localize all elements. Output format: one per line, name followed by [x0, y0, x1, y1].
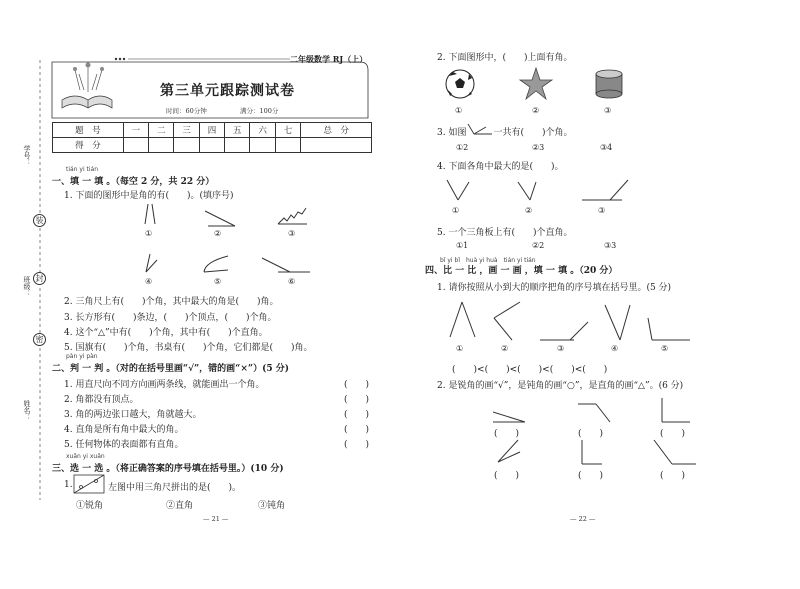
section-1-title: 一、填 一 填 。（每空 2 分，共 22 分）: [52, 177, 215, 187]
q1-figure-5: [204, 256, 228, 272]
table-cell: 总 分: [301, 123, 372, 138]
c5-option-1[interactable]: ①1: [456, 241, 469, 250]
q42-answer-5[interactable]: ( ): [578, 471, 604, 481]
page-number-right: — 22 —: [570, 515, 596, 523]
q42-answer-2[interactable]: ( ): [578, 429, 604, 439]
star-figure: [520, 68, 552, 99]
q41-mark-5: ⑤: [661, 344, 669, 353]
q2-text: 2. 三角尺上有( )个角，其中最大的角是( )角。: [64, 297, 279, 307]
score-table: [52, 122, 372, 153]
judge-2: 2. 角都没有顶点。: [64, 395, 139, 405]
table-cell: 四: [199, 123, 224, 138]
q41-figure-4: [605, 305, 630, 340]
judge-answer-3[interactable]: ( ): [344, 410, 370, 420]
q42-figure-5: [582, 440, 602, 464]
seal-stamp-1: 装: [33, 214, 46, 227]
student-id-label: 学号：: [23, 145, 31, 166]
table-cell: 七: [275, 123, 300, 138]
soccer-ball-figure: [446, 70, 474, 98]
class-label: 班级：: [23, 276, 31, 297]
judge-1: 1. 用直尺向不同方向画两条线，就能画出一个角。: [64, 380, 265, 390]
c3-option-2[interactable]: ②3: [532, 143, 545, 152]
q42-answer-3[interactable]: ( ): [660, 429, 686, 439]
seal-stamp-3: 密: [33, 333, 46, 346]
q1-text: 1. 下面的图形中是角的有( )。(填序号): [64, 191, 234, 201]
c1-text: 左图中用三角尺拼出的是( )。: [108, 483, 242, 493]
page-number-left: — 21 —: [203, 515, 229, 523]
seal-stamp-2: 封: [33, 272, 46, 285]
judge-answer-4[interactable]: ( ): [344, 425, 370, 435]
c2-option-1[interactable]: ①: [455, 106, 463, 115]
q3-text: 3. 长方形有( )条边，( )个顶点，( )个角。: [64, 313, 277, 323]
c1-figure: [74, 475, 104, 493]
s4-pinyin: bǐ yi bǐ huà yi huà tián yi tián: [440, 257, 536, 264]
c4-option-3[interactable]: ③: [598, 206, 606, 215]
q5-text: 5. 国旗有( )个角，书桌有( )个角，它们都是( )角。: [64, 343, 313, 353]
section-3-title: 三、选 一 选 。（将正确答案的序号填在括号里。）(10 分): [52, 464, 284, 474]
table-cell: 五: [225, 123, 250, 138]
q42-figure-4: [498, 440, 520, 462]
table-cell: 二: [149, 123, 174, 138]
c1-number: 1.: [64, 480, 73, 490]
score-cell[interactable]: [301, 138, 372, 153]
q41-mark-4: ④: [611, 344, 619, 353]
q42-answer-4[interactable]: ( ): [494, 471, 520, 481]
table-cell: 题 号: [53, 123, 124, 138]
table-cell: 一: [123, 123, 148, 138]
q41-figure-5: [648, 318, 690, 340]
q41-figure-2: [494, 302, 520, 340]
q41-mark-3: ③: [557, 344, 565, 353]
score-cell[interactable]: [275, 138, 300, 153]
q42-figure-6: [654, 440, 696, 464]
name-label: 姓名：: [23, 400, 31, 421]
q41-figure-1: [450, 302, 475, 337]
q42-answer-6[interactable]: ( ): [660, 471, 686, 481]
section-2-title: 二、判 一 判 。（对的在括号里画“√”，错的画“×”）(5 分): [52, 364, 289, 374]
judge-answer-1[interactable]: ( ): [344, 380, 370, 390]
q1-figure-3: [278, 208, 307, 224]
score-cell[interactable]: [199, 138, 224, 153]
c4-figure-1: [447, 180, 469, 200]
time-label: 时间：60分钟: [166, 107, 207, 115]
q41-figure-3: [540, 322, 588, 340]
c3-option-1[interactable]: ①2: [456, 143, 469, 152]
page-title: 第三单元跟踪测试卷: [160, 83, 295, 99]
book-illustration: [62, 63, 112, 109]
c4-text: 4. 下面各角中最大的是( )。: [437, 162, 564, 172]
q1-figure-2: [205, 211, 235, 226]
score-cell[interactable]: [174, 138, 199, 153]
c4-figure-3: [582, 180, 628, 200]
c4-option-1[interactable]: ①: [452, 206, 460, 215]
q41-answer-blanks[interactable]: ( )<( )<( )<( )<( ): [452, 365, 608, 375]
c1-option-2[interactable]: ②直角: [166, 501, 194, 511]
score-cell[interactable]: [123, 138, 148, 153]
c5-text: 5. 一个三角板上有( )个直角。: [437, 228, 573, 238]
judge-answer-2[interactable]: ( ): [344, 395, 370, 405]
c5-option-2[interactable]: ②2: [532, 241, 545, 250]
c1-option-1[interactable]: ①锐角: [76, 501, 104, 511]
c1-option-3[interactable]: ③钝角: [258, 501, 286, 511]
q41-text: 1. 请你按照从小到大的顺序把角的序号填在括号里。(5 分): [437, 283, 672, 293]
score-cell[interactable]: [149, 138, 174, 153]
c2-option-2[interactable]: ②: [532, 106, 540, 115]
score-table-score-row: [53, 138, 372, 153]
score-cell[interactable]: [250, 138, 275, 153]
s2-pinyin: pàn yi pàn: [66, 353, 98, 360]
q1-mark-1: ①: [145, 229, 153, 238]
c3-option-3[interactable]: ③4: [600, 143, 613, 152]
q1-figure-6: [262, 258, 310, 272]
q41-mark-2: ②: [501, 344, 509, 353]
q42-answer-1[interactable]: ( ): [494, 429, 520, 439]
q1-mark-5: ⑤: [214, 277, 222, 286]
judge-3: 3. 角的两边张口越大，角就越大。: [64, 410, 202, 420]
c5-option-3[interactable]: ③3: [604, 241, 617, 250]
table-cell: 得 分: [53, 138, 124, 153]
s1-pinyin: tián yi tián: [66, 166, 99, 173]
q41-mark-1: ①: [456, 344, 464, 353]
grade-label: 二年级数学 RJ（上）: [290, 54, 368, 64]
judge-5: 5. 任何物体的表面都有直角。: [64, 440, 184, 450]
q42-figure-2: [578, 404, 610, 422]
q1-mark-6: ⑥: [288, 277, 296, 286]
score-cell[interactable]: [225, 138, 250, 153]
judge-answer-5[interactable]: ( ): [344, 440, 370, 450]
s3-pinyin: xuǎn yi xuǎn: [66, 453, 105, 460]
q42-figure-1: [493, 412, 525, 422]
q1-figure-4: [146, 254, 157, 272]
section-4-title: 四、比 一 比 ，画 一 画 ，填 一 填 。（20 分）: [425, 266, 618, 276]
q1-figure-1: [145, 204, 155, 224]
c4-figure-2: [518, 182, 536, 200]
q1-mark-4: ④: [145, 277, 153, 286]
full-score-label: 满分：100分: [240, 107, 279, 115]
q4-text: 4. 这个“△”中有( )个角，其中有( )个直角。: [64, 328, 268, 338]
c2-text: 2. 下面图形中，( )上面有角。: [437, 53, 573, 63]
q1-mark-2: ②: [214, 229, 222, 238]
table-cell: 六: [250, 123, 275, 138]
score-table-header-row: [53, 123, 372, 138]
judge-4: 4. 直角是所有角中最大的角。: [64, 425, 184, 435]
c4-option-2[interactable]: ②: [525, 206, 533, 215]
cylinder-figure: [596, 70, 622, 98]
c3-text: 3. 如图 一共有( )个角。: [437, 128, 573, 138]
c2-option-3[interactable]: ③: [604, 106, 612, 115]
q1-mark-3: ③: [288, 229, 296, 238]
q42-text: 2. 是锐角的画“√”，是钝角的画“○”，是直角的画“△”。(6 分): [437, 381, 684, 391]
q42-figure-3: [662, 398, 690, 422]
table-cell: 三: [174, 123, 199, 138]
